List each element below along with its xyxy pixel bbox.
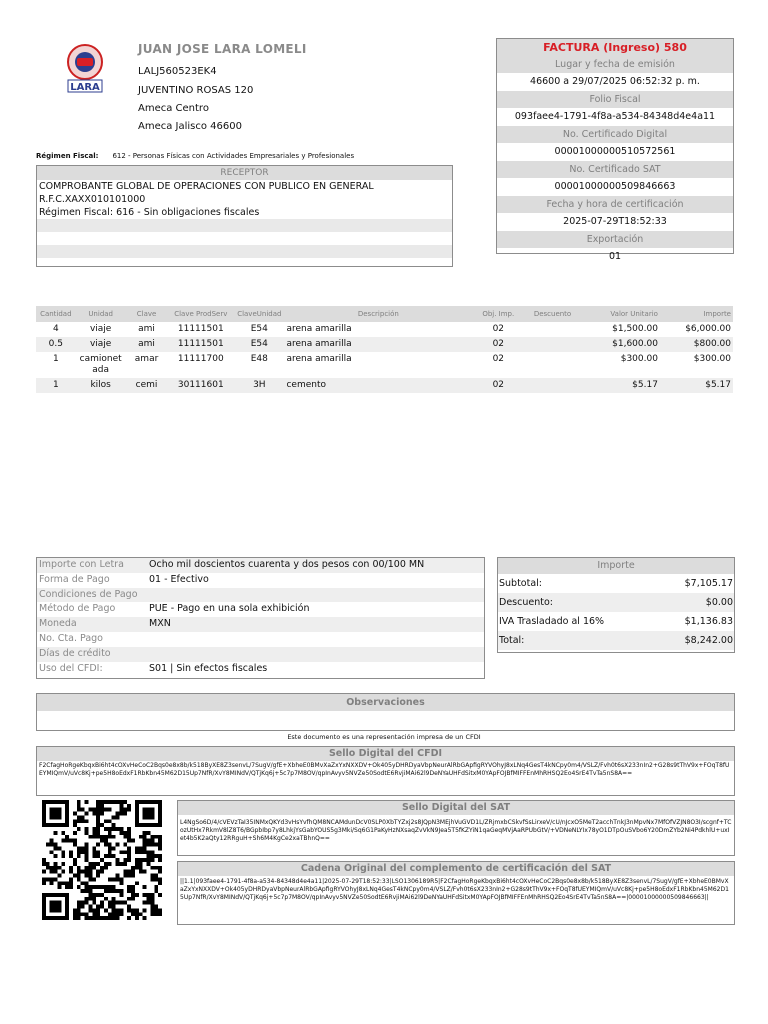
cell: arena amarilla bbox=[284, 337, 472, 352]
col-unidad: Unidad bbox=[76, 306, 126, 322]
regimen-label: Régimen Fiscal: bbox=[36, 152, 99, 160]
totals-box bbox=[497, 557, 735, 653]
cell bbox=[524, 337, 580, 352]
cell: $300.00 bbox=[620, 354, 658, 364]
line-items-table bbox=[36, 306, 733, 393]
cell: cemi bbox=[126, 378, 168, 393]
table-header-row bbox=[36, 306, 733, 322]
receptor-box bbox=[36, 165, 453, 267]
payment-value: Ocho mil doscientos cuarenta y dos pesos con 00/100 MN bbox=[149, 559, 425, 570]
payment-label: Método de Pago bbox=[39, 603, 116, 615]
totals-label: Subtotal: bbox=[499, 578, 543, 589]
cell: arena amarilla bbox=[286, 324, 352, 334]
cell bbox=[524, 352, 580, 378]
sello-cfdi-text: F2CfagHoRgeKbqxBi6ht4cOXvHeCoC2Bqs0e8x8b/k518ByXE8Z3senvL/7SugV/gfE+XbheE0BMvXaZxYxNXXDV+Ok405yDHRDyaVbpNeurAlRbGApfigRYVOhyJ8xLNq4GesT4kNCpy0m4/VSLZ/Fvh0t6sX233nIn2+G28s9tThV9x+FOqT8fUEYMIQmV/uVc8Kj+pe5H8oEdxF1RbKbn45M62D15Up7NfR/XvY8MINdV/QTjKq6j+5c7p7M8OV/qpInAvyv5NVZe50SodtE6RvjiMAi62l9DeNYaUHFdSitxM0YApFOJBfMIFFEnMhRHSQ2Eo4SrE4TvTa5nS8A== bbox=[39, 762, 730, 777]
cell bbox=[524, 378, 580, 393]
observations-text bbox=[37, 711, 734, 715]
cell: E48 bbox=[250, 354, 268, 364]
cadena-original-box bbox=[177, 861, 735, 925]
payment-row bbox=[37, 602, 484, 617]
col-clave-prodserv: Clave ProdServ bbox=[167, 306, 234, 322]
payment-label: Uso del CFDI: bbox=[39, 662, 103, 674]
sello-cfdi-header: Sello Digital del CFDI bbox=[37, 747, 734, 761]
col-cantidad: Cantidad bbox=[36, 306, 76, 322]
col-clave: Clave bbox=[126, 306, 168, 322]
issuer-street: JUVENTINO ROSAS 120 bbox=[138, 85, 254, 96]
totals-label: Descuento: bbox=[499, 597, 553, 608]
cell bbox=[524, 322, 580, 337]
iva-value: $1,136.83 bbox=[684, 616, 733, 627]
cell: 02 bbox=[492, 354, 505, 364]
cell: amar bbox=[134, 354, 159, 364]
payment-row bbox=[37, 647, 484, 662]
cfdi-representation-note: Este documento es una representación impresa de un CFDI bbox=[287, 733, 481, 741]
invoice-field-label: No. Certificado Digital bbox=[497, 126, 733, 143]
totals-row bbox=[498, 612, 734, 631]
table-row bbox=[36, 337, 733, 352]
receptor-blank-row bbox=[37, 219, 452, 232]
cell: 11111501 bbox=[177, 324, 224, 334]
table-row bbox=[36, 352, 733, 378]
cell: $1,600.00 bbox=[581, 337, 660, 352]
totals-row bbox=[498, 631, 734, 650]
observations-header: Observaciones bbox=[37, 694, 734, 711]
cell: 02 bbox=[492, 324, 505, 334]
receptor-blank-row bbox=[37, 245, 452, 258]
sello-cfdi-box bbox=[36, 746, 735, 796]
col-obj-imp: Obj. Imp. bbox=[472, 306, 524, 322]
sello-sat-box bbox=[177, 800, 735, 856]
payment-row bbox=[37, 558, 484, 573]
cell: $800.00 bbox=[660, 337, 733, 352]
col-clave-unidad: ClaveUnidad bbox=[234, 306, 284, 322]
cell: kilos bbox=[76, 378, 126, 393]
issue-place-date: 46600 a 29/07/2025 06:52:32 p. m. bbox=[530, 76, 700, 87]
table-row bbox=[36, 378, 733, 393]
cell: viaje bbox=[89, 324, 112, 334]
certificado-digital: 00001000000510572561 bbox=[554, 146, 676, 157]
payment-row bbox=[37, 573, 484, 588]
payment-row bbox=[37, 632, 484, 647]
observations-box bbox=[36, 693, 735, 731]
totals-label: IVA Trasladado al 16% bbox=[499, 616, 605, 627]
sello-sat-header: Sello Digital del SAT bbox=[178, 801, 734, 815]
sello-sat-text: L4NgSo6D/4/cVEVzTaI35INMxQKYd3vHsYvfhQM8NCAMdunDcV0SLP0XbTYZxj2s8JQpN3MEjhVuGVD1L/ZRjmxbCSkvfSsLirxeV/cU/nJcxO5MeT2acchTnkJ3nMpvNx7MfOfVZJN8O3I/scgnf+TCozUtHx7RkmV8lZ8T6/BGpbIbp7y8LhkjYsGabYOUS5g3Mki/Sq6G1PaKyHzNXsaqZvVkN9Jea5T5fKZYiN1qaGeqMVjAaRPUbGtV/+VDNeNLYIx78yO1DTpOuSVbo6Y20DmZYb2Ni4PdkhlU+uxIet4b5K2aQty12RRguH+Sh6M4KgCe2xaTBhnQ== bbox=[180, 819, 732, 842]
payment-label: Moneda bbox=[39, 618, 77, 630]
invoice-title: FACTURA (Ingreso) 580 bbox=[497, 39, 733, 56]
folio-fiscal: 093faee4-1791-4f8a-a534-84348d4e4a11 bbox=[514, 111, 716, 122]
invoice-field-label: Lugar y fecha de emisión bbox=[497, 56, 733, 73]
cell: $300.00 bbox=[693, 354, 731, 364]
cell: arena amarilla bbox=[286, 354, 352, 364]
qr-code bbox=[42, 798, 162, 922]
subtotal-value: $7,105.17 bbox=[684, 578, 733, 589]
receptor-rfc: R.F.C.XAXX010101000 bbox=[39, 194, 146, 205]
cell: 4 bbox=[52, 324, 59, 334]
receptor-header: RECEPTOR bbox=[37, 166, 452, 180]
invoice-field-label: Folio Fiscal bbox=[497, 91, 733, 108]
descuento-value: $0.00 bbox=[705, 597, 733, 608]
totals-header: Importe bbox=[498, 558, 734, 574]
cell: 1 bbox=[36, 378, 76, 393]
totals-label: Total: bbox=[499, 635, 525, 646]
cell: 02 bbox=[472, 337, 524, 352]
col-descripcion: Descripción bbox=[284, 306, 472, 322]
cell: 3H bbox=[234, 378, 284, 393]
cadena-original-text: ||1.1|093faee4-1791-4f8a-a534-84348d4e4a11|2025-07-29T18:52:33|LSO1306189R5|F2CfagHoRgeKbqxBi6ht4cOXvHeCoC2Bqs0e8x8b/k518ByXE8Z3senvL/7SugV/gfE+XbheE0BMvXaZxYxNXXDV+Ok405yDHRDyaVbpNeurAlRbGApfigRYVOhyJ8xLNq4GesT4kNCpy0m4/VSLZ/Fvh0t6sX233nIn2+G28s9tThV9x+FOqT8fUEYMIQmV/uVc8Kj+pe5H8oEdxF1RbKbn45M62D15Up7NfR/XvY8MINdV/QTjKq6j+5c7p7M8OV/qpInAvyv5NVZe50SodtE6RvjiMAi62l9DeNYaUHFdSitxM0YApFOJBfMIFFEnMhRHSQ2Eo4SrE4TvTa5nS8A==|00001000000509846663|| bbox=[180, 878, 729, 901]
issuer-regimen bbox=[36, 152, 354, 160]
exportacion: 01 bbox=[608, 251, 622, 262]
receptor-regimen: Régimen Fiscal: 616 - Sin obligaciones fiscales bbox=[39, 207, 260, 218]
payment-label: Importe con Letra bbox=[39, 559, 124, 570]
logo-text: LARA bbox=[70, 82, 100, 93]
cell: E54 bbox=[234, 337, 284, 352]
payment-label: Días de crédito bbox=[39, 647, 111, 659]
cell: ami bbox=[138, 324, 155, 334]
cell: 0.5 bbox=[36, 337, 76, 352]
payment-label: Forma de Pago bbox=[39, 573, 110, 585]
fecha-certificacion: 2025-07-29T18:52:33 bbox=[563, 216, 667, 227]
invoice-field-label: Fecha y hora de certificación bbox=[497, 196, 733, 213]
payment-label: No. Cta. Pago bbox=[39, 632, 103, 644]
issuer-colonia: Ameca Centro bbox=[138, 103, 209, 114]
col-importe: Importe bbox=[660, 306, 733, 322]
col-valor-unitario: Valor Unitario bbox=[581, 306, 660, 322]
cell: 02 bbox=[472, 378, 524, 393]
cell: 1 bbox=[52, 354, 59, 364]
cadena-original-header: Cadena Original del complemento de certificación del SAT bbox=[178, 862, 734, 876]
payment-value: MXN bbox=[149, 618, 171, 630]
cell: camionetada bbox=[79, 354, 122, 375]
payment-row bbox=[37, 588, 484, 603]
cell: 11111501 bbox=[167, 337, 234, 352]
cell: $6,000.00 bbox=[685, 324, 731, 334]
cell: cemento bbox=[284, 378, 472, 393]
total-value: $8,242.00 bbox=[684, 635, 733, 646]
payment-value: S01 | Sin efectos fiscales bbox=[149, 662, 268, 674]
table-row bbox=[36, 322, 733, 337]
col-descuento: Descuento bbox=[524, 306, 580, 322]
cell: viaje bbox=[76, 337, 126, 352]
cell: $5.17 bbox=[581, 378, 660, 393]
issuer-name: JUAN JOSE LARA LOMELI bbox=[138, 42, 307, 56]
issuer-city: Ameca Jalisco 46600 bbox=[138, 121, 242, 132]
company-logo bbox=[62, 42, 108, 94]
invoice-info-box bbox=[496, 38, 734, 262]
cell: ami bbox=[126, 337, 168, 352]
certificado-sat: 00001000000509846663 bbox=[554, 181, 676, 192]
payment-value: PUE - Pago en una sola exhibición bbox=[149, 603, 310, 615]
regimen-value: 612 - Personas Físicas con Actividades Empresariales y Profesionales bbox=[112, 152, 355, 160]
cell: 30111601 bbox=[167, 378, 234, 393]
invoice-field-label: No. Certificado SAT bbox=[497, 161, 733, 178]
payment-info-box bbox=[36, 557, 485, 679]
totals-row bbox=[498, 593, 734, 612]
cell: $1,500.00 bbox=[612, 324, 658, 334]
payment-value: 01 - Efectivo bbox=[149, 573, 209, 585]
issuer-rfc: LALJ560523EK4 bbox=[138, 66, 217, 77]
cell: E54 bbox=[250, 324, 268, 334]
totals-row bbox=[498, 574, 734, 593]
receptor-blank-row bbox=[37, 232, 452, 245]
payment-row bbox=[37, 617, 484, 632]
cell: $5.17 bbox=[660, 378, 733, 393]
cell: 11111700 bbox=[177, 354, 224, 364]
receptor-name: COMPROBANTE GLOBAL DE OPERACIONES CON PUBLICO EN GENERAL bbox=[39, 181, 374, 192]
payment-row bbox=[37, 662, 484, 677]
payment-label: Condiciones de Pago bbox=[39, 588, 138, 600]
invoice-field-label: Exportación bbox=[497, 231, 733, 248]
